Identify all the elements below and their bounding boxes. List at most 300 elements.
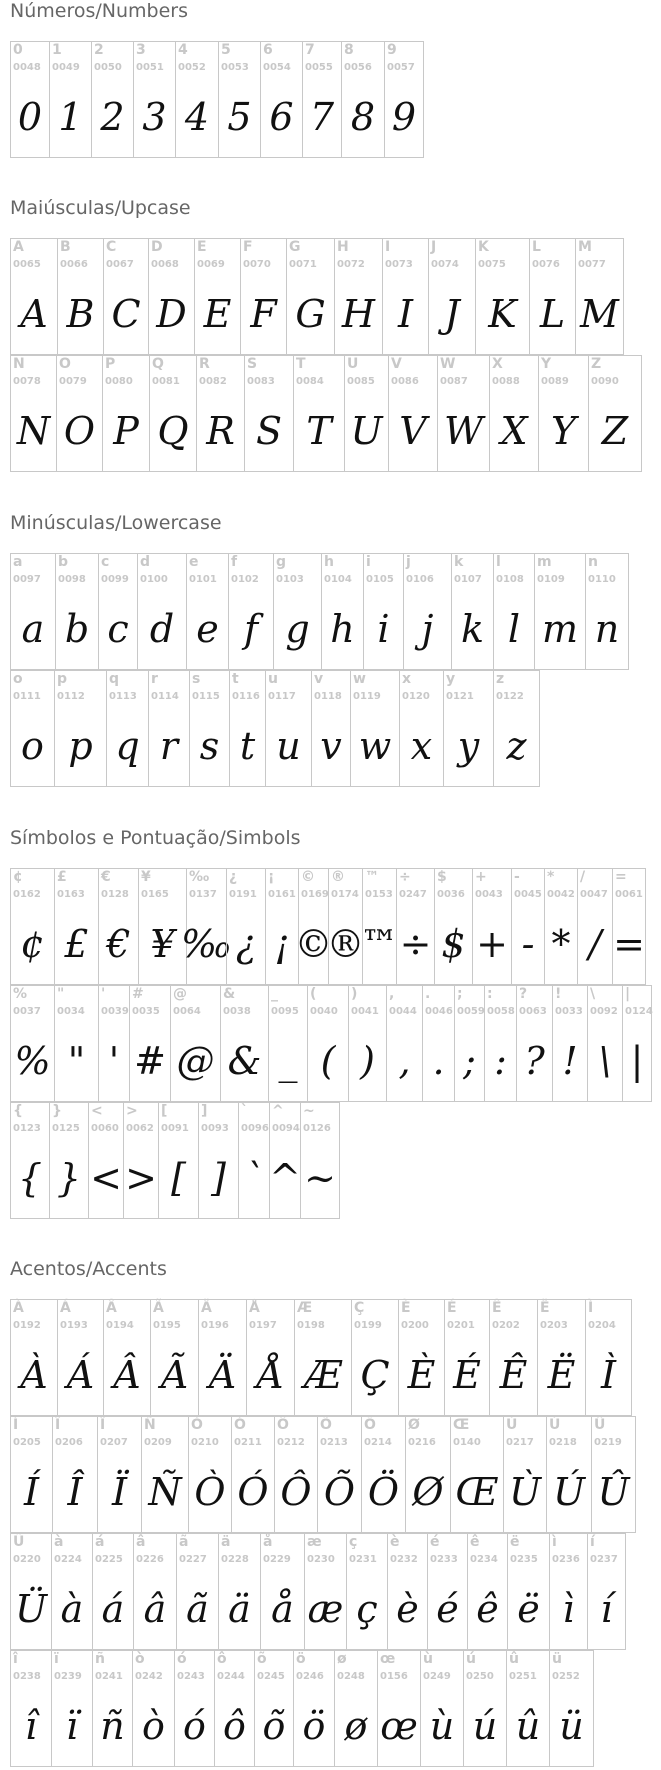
glyph-code-label: 0236 (552, 1554, 580, 1565)
glyph-cell (49, 41, 92, 158)
glyph-char-label: i (366, 554, 371, 570)
glyph-cell (396, 868, 435, 985)
glyph-sample: Y (550, 409, 577, 453)
glyph-code-label: 0194 (106, 1320, 134, 1331)
glyph-char-label: r (151, 671, 158, 687)
glyph-code-label: 0232 (390, 1554, 418, 1565)
glyph-char-label: È (401, 1300, 411, 1316)
glyph-code-label: 0248 (337, 1671, 365, 1682)
glyph-char-label: æ (307, 1534, 322, 1550)
glyph-sample: S (255, 409, 283, 453)
glyph-cell (138, 868, 187, 985)
glyph-sample: f (243, 607, 259, 651)
glyph-cell (351, 1299, 399, 1416)
glyph-char-label: ò (135, 1651, 145, 1667)
glyph-sample: Ï (111, 1470, 127, 1514)
glyph-code-label: 0219 (594, 1437, 622, 1448)
glyph-sample: : (494, 1039, 507, 1083)
glyph-cell (150, 1299, 199, 1416)
glyph-cell (92, 1533, 134, 1650)
glyph-char-label: 4 (178, 42, 188, 58)
glyph-sample: Ü (14, 1587, 48, 1631)
glyph-char-label: X (492, 356, 503, 372)
glyph-sample: Ô (280, 1470, 312, 1514)
glyph-sample: X (500, 409, 528, 453)
glyph-code-label: 0199 (354, 1320, 382, 1331)
glyph-sample: ™ (360, 922, 399, 966)
glyph-cell (176, 1533, 219, 1650)
glyph-cell (133, 1533, 177, 1650)
glyph-sample: © (294, 922, 333, 966)
glyph-sample: m (541, 607, 579, 651)
glyph-cell (346, 1533, 388, 1650)
glyph-code-label: 0225 (95, 1554, 123, 1565)
glyph-cell (228, 553, 274, 670)
glyph-cell (10, 985, 55, 1102)
glyph-cell (587, 1533, 626, 1650)
glyph-sample: â (143, 1587, 167, 1631)
glyph-code-label: 0075 (478, 259, 506, 270)
glyph-cell (103, 238, 149, 355)
glyph-cell (552, 985, 588, 1102)
glyph-cell (98, 868, 139, 985)
glyph-cell (98, 985, 130, 1102)
glyph-cell (384, 41, 424, 158)
glyph-code-label: 0165 (141, 889, 169, 900)
glyph-sample: K (488, 292, 517, 336)
glyph-cell (294, 1299, 352, 1416)
glyph-code-label: 0036 (437, 889, 465, 900)
glyph-code-label: 0213 (320, 1437, 348, 1448)
glyph-sample: v (320, 724, 342, 768)
glyph-cell (386, 985, 423, 1102)
glyph-code-label: 0047 (580, 889, 608, 900)
glyph-code-label: 0128 (101, 889, 129, 900)
glyph-sample: e (196, 607, 219, 651)
glyph-char-label: . (425, 986, 431, 1002)
glyph-code-label: 0056 (344, 62, 372, 73)
glyph-sample: ) (360, 1039, 375, 1083)
section-title-accents: Acentos/Accents (10, 1258, 167, 1280)
glyph-code-label: 0245 (257, 1671, 285, 1682)
glyph-code-label: 0049 (52, 62, 80, 73)
glyph-cell (511, 868, 545, 985)
glyph-sample: Á (66, 1353, 95, 1397)
glyph-char-label: O (59, 356, 71, 372)
glyph-cell (55, 553, 99, 670)
glyph-cell (405, 1416, 451, 1533)
glyph-code-label: 0067 (106, 259, 134, 270)
glyph-sample: ò (142, 1704, 165, 1748)
glyph-sample: ú (472, 1704, 498, 1748)
glyph-cell (10, 553, 56, 670)
glyph-sample: o (21, 724, 44, 768)
glyph-code-label: 0114 (151, 691, 179, 702)
glyph-row (10, 670, 539, 787)
glyph-sample: r (159, 724, 179, 768)
glyph-code-label: 0192 (13, 1320, 41, 1331)
glyph-sample: i (377, 607, 390, 651)
glyph-code-label: 0140 (453, 1437, 481, 1448)
glyph-sample: á (101, 1587, 125, 1631)
glyph-code-label: 0061 (615, 889, 643, 900)
glyph-cell (293, 1650, 335, 1767)
glyph-code-label: 0224 (54, 1554, 82, 1565)
glyph-cell (377, 1650, 421, 1767)
glyph-code-label: 0234 (470, 1554, 498, 1565)
glyph-code-label: 0242 (135, 1671, 163, 1682)
glyph-cell (307, 985, 349, 1102)
glyph-sample: ® (326, 922, 365, 966)
glyph-code-label: 0226 (136, 1554, 164, 1565)
glyph-sample: H (341, 292, 376, 336)
glyph-sample: J (444, 292, 460, 336)
glyph-sample: 7 (309, 95, 335, 139)
glyph-sample: I (397, 292, 413, 336)
glyph-char-label: R (199, 356, 210, 372)
glyph-cell (91, 41, 134, 158)
glyph-char-label: ¡ (268, 869, 275, 885)
glyph-code-label: 0071 (289, 259, 317, 270)
glyph-cell (362, 868, 397, 985)
glyph-code-label: 0108 (496, 574, 524, 585)
glyph-sample: Å (256, 1353, 285, 1397)
glyph-char-label: P (105, 356, 116, 372)
glyph-sample: & (227, 1039, 262, 1083)
glyph-cell (294, 868, 333, 985)
glyph-code-label: 0244 (217, 1671, 245, 1682)
glyph-sample: Ú (552, 1470, 586, 1514)
glyph-cell (56, 355, 103, 472)
glyph-sample: c (107, 607, 129, 651)
glyph-char-label: | (625, 986, 631, 1002)
glyph-cell (226, 868, 266, 985)
glyph-char-label: b (58, 554, 69, 570)
glyph-sample: ( (320, 1039, 336, 1083)
glyph-char-label: Ã (153, 1300, 164, 1316)
glyph-char-label: a (13, 554, 23, 570)
glyph-sample: Œ (455, 1470, 499, 1514)
glyph-cell (102, 355, 150, 472)
glyph-code-label: 0099 (101, 574, 129, 585)
glyph-code-label: 0060 (91, 1123, 119, 1134)
glyph-sample: 2 (100, 95, 125, 139)
glyph-sample: 6 (269, 95, 294, 139)
glyph-sample: $ (441, 922, 466, 966)
glyph-sample: Õ (323, 1470, 356, 1514)
glyph-char-label: q (109, 671, 120, 687)
glyph-char-label: D (151, 239, 163, 255)
glyph-char-label: H (337, 239, 349, 255)
glyph-char-label: ] (201, 1103, 208, 1119)
glyph-sample: ¥ (150, 922, 175, 966)
glyph-sample: w (358, 724, 392, 768)
glyph-char-label: z (496, 671, 505, 687)
glyph-char-label: É (447, 1300, 457, 1316)
glyph-cell (575, 238, 624, 355)
glyph-code-label: 0053 (221, 62, 249, 73)
glyph-code-label: 0105 (366, 574, 394, 585)
glyph-sample: ù (429, 1704, 455, 1748)
glyph-char-label: £ (57, 869, 67, 885)
glyph-char-label: ø (337, 1651, 347, 1667)
glyph-sample: Ì (600, 1353, 616, 1397)
glyph-sample: ø (344, 1704, 368, 1748)
glyph-cell (588, 355, 642, 472)
glyph-code-label: 0084 (296, 376, 324, 387)
glyph-sample: Ø (412, 1470, 444, 1514)
glyph-char-label: ì (552, 1534, 557, 1550)
glyph-code-label: 0043 (475, 889, 503, 900)
glyph-sample: , (398, 1039, 411, 1083)
glyph-char-label: $ (437, 869, 447, 885)
glyph-cell (489, 355, 539, 472)
glyph-sample: U (350, 409, 383, 453)
glyph-char-label: Ü (13, 1534, 25, 1550)
glyph-char-label: ç (349, 1534, 358, 1550)
glyph-sample: 9 (391, 95, 417, 139)
glyph-code-label: 0118 (314, 691, 342, 702)
glyph-char-label: Ä (201, 1300, 212, 1316)
glyph-sample: Û (597, 1470, 630, 1514)
glyph-cell (549, 1533, 588, 1650)
glyph-cell (52, 1416, 98, 1533)
glyph-code-label: 0233 (430, 1554, 458, 1565)
glyph-sample: ã (186, 1587, 209, 1631)
glyph-char-label: = (615, 869, 627, 885)
glyph-code-label: 0081 (152, 376, 180, 387)
glyph-code-label: 0072 (337, 259, 365, 270)
glyph-char-label: ‰ (189, 869, 210, 885)
glyph-sample: s (199, 724, 220, 768)
glyph-cell (229, 670, 266, 787)
glyph-code-label: 0193 (60, 1320, 88, 1331)
glyph-char-label: x (402, 671, 412, 687)
glyph-row (10, 1102, 339, 1219)
glyph-sample: Z (601, 409, 629, 453)
glyph-char-label: Õ (320, 1417, 332, 1433)
glyph-cell (240, 238, 287, 355)
glyph-char-label: # (132, 986, 144, 1002)
glyph-cell (546, 1416, 592, 1533)
glyph-code-label: 0057 (387, 62, 415, 73)
glyph-char-label: I (385, 239, 391, 255)
glyph-cell (10, 1533, 52, 1650)
glyph-cell (51, 1650, 93, 1767)
glyph-char-label: ä (221, 1534, 231, 1550)
glyph-code-label: 0174 (331, 889, 359, 900)
glyph-char-label: A (13, 239, 24, 255)
glyph-cell (577, 868, 613, 985)
glyph-sample: ó (183, 1704, 206, 1748)
glyph-char-label: ^ (272, 1103, 284, 1119)
glyph-cell (174, 1650, 215, 1767)
glyph-code-label: 0051 (136, 62, 164, 73)
glyph-char-label: c (101, 554, 110, 570)
glyph-code-label: 0094 (272, 1123, 300, 1134)
section-title-upcase: Maiúsculas/Upcase (10, 197, 191, 219)
glyph-cell (10, 1102, 50, 1219)
glyph-char-label: ~ (303, 1103, 315, 1119)
glyph-code-label: 0235 (510, 1554, 538, 1565)
glyph-sample: p (68, 724, 93, 768)
glyph-code-label: 0068 (151, 259, 179, 270)
glyph-code-label: 0069 (197, 259, 225, 270)
glyph-char-label: ™ (365, 869, 379, 885)
glyph-char-label: ï (54, 1651, 59, 1667)
glyph-code-label: 0196 (201, 1320, 229, 1331)
glyph-sample: 1 (58, 95, 83, 139)
glyph-code-label: 0230 (307, 1554, 335, 1565)
glyph-char-label: l (496, 554, 501, 570)
glyph-cell (475, 238, 530, 355)
glyph-sample: M (580, 292, 619, 336)
glyph-sample: é (436, 1587, 459, 1631)
glyph-code-label: 0103 (276, 574, 304, 585)
glyph-sample: C (111, 292, 141, 336)
glyph-sample: - (521, 922, 535, 966)
glyph-sample: Q (157, 409, 189, 453)
glyph-char-label: ¥ (141, 869, 151, 885)
glyph-cell (328, 868, 363, 985)
glyph-char-label: , (389, 986, 395, 1002)
glyph-row (10, 1650, 593, 1767)
glyph-sample: î (24, 1704, 38, 1748)
glyph-sample: d (149, 607, 175, 651)
glyph-char-label: Ë (540, 1300, 550, 1316)
glyph-char-label: ! (555, 986, 562, 1002)
glyph-code-label: 0161 (268, 889, 296, 900)
glyph-code-label: 0169 (301, 889, 329, 900)
glyph-sample: ‰ (181, 922, 232, 966)
glyph-char-label: ( (310, 986, 317, 1002)
glyph-char-label: À (13, 1300, 24, 1316)
glyph-cell (10, 1299, 58, 1416)
glyph-char-label: ú (466, 1651, 476, 1667)
glyph-char-label: ö (296, 1651, 306, 1667)
glyph-code-label: 0034 (57, 1006, 85, 1017)
glyph-code-label: 0251 (509, 1671, 537, 1682)
glyph-cell (54, 868, 99, 985)
glyph-code-label: 0122 (496, 691, 524, 702)
glyph-sample: Ç (360, 1353, 390, 1397)
glyph-cell (260, 41, 303, 158)
glyph-code-label: 0120 (402, 691, 430, 702)
glyph-cell (198, 1299, 247, 1416)
glyph-code-label: 0228 (221, 1554, 249, 1565)
glyph-sample: * (551, 922, 571, 966)
glyph-char-label: Ì (588, 1300, 594, 1316)
glyph-code-label: 0091 (161, 1123, 189, 1134)
glyph-char-label: é (430, 1534, 440, 1550)
glyph-char-label: Œ (453, 1417, 470, 1433)
glyph-code-label: 0238 (13, 1671, 41, 1682)
glyph-sample: ç (356, 1587, 378, 1631)
glyph-sample: " (67, 1039, 86, 1083)
glyph-char-label: ` (241, 1103, 248, 1119)
glyph-row (10, 238, 623, 355)
glyph-sample: Ù (508, 1470, 542, 1514)
glyph-cell (334, 1650, 378, 1767)
glyph-char-label: Ê (492, 1300, 502, 1316)
glyph-cell (317, 1416, 362, 1533)
glyph-sample: Ä (208, 1353, 237, 1397)
glyph-code-label: 0197 (249, 1320, 277, 1331)
glyph-row (10, 1533, 625, 1650)
glyph-sample: x (410, 724, 433, 768)
glyph-sample: æ (307, 1587, 344, 1631)
glyph-code-label: 0054 (263, 62, 291, 73)
glyph-sample: @ (176, 1039, 215, 1083)
glyph-char-label: € (101, 869, 111, 885)
glyph-sample: [ (171, 1156, 186, 1200)
glyph-code-label: 0162 (13, 889, 41, 900)
glyph-cell (10, 670, 55, 787)
glyph-code-label: 0044 (389, 1006, 417, 1017)
glyph-cell (49, 1102, 89, 1219)
glyph-char-label: Ö (364, 1417, 376, 1433)
glyph-sample: ä (228, 1587, 251, 1631)
glyph-char-label: Â (106, 1300, 117, 1316)
glyph-cell (196, 355, 245, 472)
glyph-cell (428, 238, 476, 355)
glyph-code-label: 0116 (232, 691, 260, 702)
glyph-cell (537, 1299, 586, 1416)
glyph-char-label: y (446, 671, 456, 687)
glyph-char-label: á (95, 1534, 105, 1550)
glyph-cell (10, 1416, 53, 1533)
glyph-cell (348, 985, 387, 1102)
glyph-sample: | (630, 1039, 644, 1083)
glyph-char-label: F (243, 239, 253, 255)
glyph-cell (268, 985, 308, 1102)
glyph-sample: g (285, 607, 310, 651)
glyph-cell (132, 1650, 175, 1767)
glyph-char-label: W (440, 356, 456, 372)
glyph-sample: 5 (227, 95, 252, 139)
glyph-code-label: 0250 (466, 1671, 494, 1682)
glyph-char-label: p (57, 671, 68, 687)
glyph-cell (387, 1533, 428, 1650)
glyph-code-label: 0119 (353, 691, 381, 702)
glyph-code-label: 0097 (13, 574, 41, 585)
glyph-char-label: s (192, 671, 201, 687)
glyph-char-label: E (197, 239, 207, 255)
glyph-sample: ` (244, 1156, 264, 1200)
glyph-cell (503, 1416, 547, 1533)
glyph-code-label: 0137 (189, 889, 217, 900)
glyph-code-label: 0204 (588, 1320, 616, 1331)
glyph-cell (88, 1102, 124, 1219)
glyph-sample: Æ (303, 1353, 343, 1397)
glyph-char-label: { (13, 1103, 23, 1119)
glyph-char-label: Ñ (144, 1417, 156, 1433)
glyph-sample: ! (562, 1039, 578, 1083)
glyph-sample: + (476, 922, 508, 966)
glyph-code-label: 0211 (234, 1437, 262, 1448)
glyph-char-label: ÷ (399, 869, 411, 885)
glyph-sample: É (453, 1353, 481, 1397)
glyph-char-label: Ç (354, 1300, 365, 1316)
glyph-char-label: Ó (234, 1417, 246, 1433)
glyph-cell (585, 1299, 632, 1416)
glyph-cell (218, 41, 261, 158)
glyph-cell (489, 1299, 538, 1416)
glyph-char-label: v (314, 671, 324, 687)
glyph-cell (493, 670, 540, 787)
glyph-code-label: 0210 (191, 1437, 219, 1448)
glyph-cell (158, 1102, 199, 1219)
